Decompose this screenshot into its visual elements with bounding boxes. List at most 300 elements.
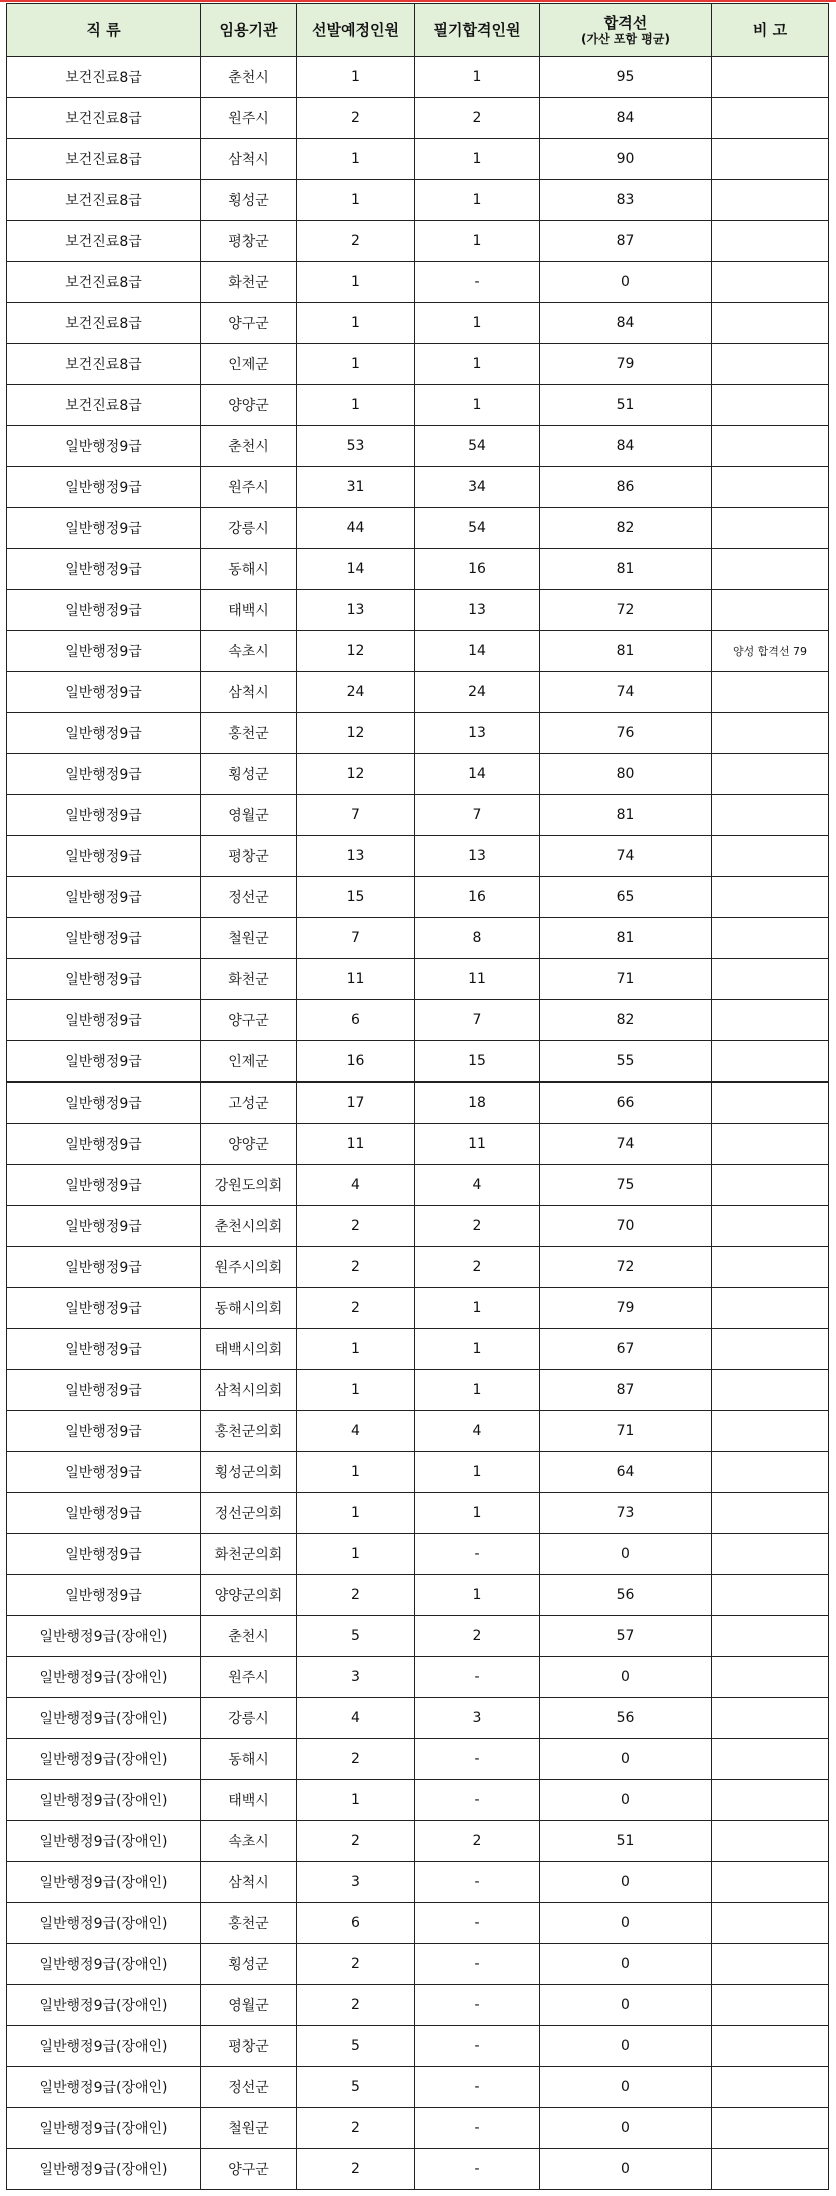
table-row <box>7 959 829 1000</box>
cell-job: 일반행정9급 <box>7 795 201 836</box>
cell-job: 일반행정9급(장애인) <box>7 2026 201 2067</box>
cell-planned: 1 <box>297 344 415 385</box>
cell-note <box>712 1206 829 1247</box>
results-table <box>6 3 829 2190</box>
cell-passed: 7 <box>415 795 540 836</box>
cell-job: 보건진료8급 <box>7 221 201 262</box>
cell-passed: 1 <box>415 1452 540 1493</box>
cell-job: 일반행정9급 <box>7 426 201 467</box>
cell-cutoff: 83 <box>540 180 712 221</box>
cell-job: 일반행정9급 <box>7 1082 201 1124</box>
table-row <box>7 713 829 754</box>
table-row <box>7 98 829 139</box>
table-row <box>7 426 829 467</box>
table-row <box>7 795 829 836</box>
cell-cutoff: 79 <box>540 344 712 385</box>
header-row <box>7 4 829 57</box>
cell-planned: 2 <box>297 1206 415 1247</box>
cell-agency: 원주시의회 <box>201 1247 297 1288</box>
cell-note <box>712 303 829 344</box>
table-row <box>7 221 829 262</box>
cell-planned: 3 <box>297 1862 415 1903</box>
cell-planned: 2 <box>297 1739 415 1780</box>
cell-planned: 2 <box>297 1944 415 1985</box>
table-row <box>7 180 829 221</box>
cell-note <box>712 467 829 508</box>
cell-planned: 1 <box>297 262 415 303</box>
cell-planned: 6 <box>297 1000 415 1041</box>
table-row <box>7 1698 829 1739</box>
cell-note <box>712 180 829 221</box>
cell-passed: 1 <box>415 1370 540 1411</box>
cell-cutoff: 57 <box>540 1616 712 1657</box>
cell-planned: 2 <box>297 1247 415 1288</box>
cell-cutoff: 84 <box>540 426 712 467</box>
cell-passed: 16 <box>415 549 540 590</box>
cell-note <box>712 1288 829 1329</box>
cell-agency: 홍천군의회 <box>201 1411 297 1452</box>
cell-passed: 1 <box>415 1575 540 1616</box>
cell-agency: 횡성군 <box>201 754 297 795</box>
cell-passed: 15 <box>415 1041 540 1083</box>
table-header <box>7 4 829 57</box>
table-row <box>7 1657 829 1698</box>
header-passed: 필기합격인원 <box>415 4 540 57</box>
cell-note <box>712 1821 829 1862</box>
table-row <box>7 754 829 795</box>
cell-planned: 4 <box>297 1411 415 1452</box>
cell-planned: 2 <box>297 1985 415 2026</box>
cell-passed: 11 <box>415 959 540 1000</box>
top-red-rule <box>0 0 836 2</box>
cell-agency: 동해시 <box>201 549 297 590</box>
cell-planned: 2 <box>297 2108 415 2149</box>
cell-passed: 1 <box>415 221 540 262</box>
cell-cutoff: 75 <box>540 1165 712 1206</box>
cell-passed: - <box>415 2067 540 2108</box>
cell-agency: 강릉시 <box>201 508 297 549</box>
cell-note <box>712 754 829 795</box>
cell-agency: 평창군 <box>201 221 297 262</box>
table-row <box>7 303 829 344</box>
cell-note <box>712 1862 829 1903</box>
cell-agency: 양양군의회 <box>201 1575 297 1616</box>
cell-note <box>712 1247 829 1288</box>
table-row <box>7 2108 829 2149</box>
cell-job: 일반행정9급 <box>7 713 201 754</box>
cell-cutoff: 0 <box>540 262 712 303</box>
cell-note <box>712 1000 829 1041</box>
cell-job: 일반행정9급(장애인) <box>7 1780 201 1821</box>
cell-agency: 정선군 <box>201 877 297 918</box>
cell-job: 일반행정9급 <box>7 631 201 672</box>
cell-planned: 5 <box>297 2067 415 2108</box>
cell-cutoff: 71 <box>540 959 712 1000</box>
cell-passed: 4 <box>415 1165 540 1206</box>
cell-cutoff: 80 <box>540 754 712 795</box>
cell-note <box>712 1041 829 1083</box>
cell-cutoff: 84 <box>540 98 712 139</box>
cell-planned: 1 <box>297 1493 415 1534</box>
cell-passed: 1 <box>415 1288 540 1329</box>
cell-planned: 1 <box>297 1780 415 1821</box>
cell-planned: 2 <box>297 1575 415 1616</box>
cell-agency: 화천군의회 <box>201 1534 297 1575</box>
cell-note <box>712 2149 829 2190</box>
cell-passed: 13 <box>415 713 540 754</box>
cell-agency: 인제군 <box>201 1041 297 1083</box>
cell-note <box>712 1452 829 1493</box>
cell-note <box>712 1165 829 1206</box>
cell-cutoff: 79 <box>540 1288 712 1329</box>
cell-passed: 54 <box>415 508 540 549</box>
cell-agency: 평창군 <box>201 2026 297 2067</box>
table-row <box>7 57 829 98</box>
cell-note <box>712 1534 829 1575</box>
cell-cutoff: 81 <box>540 549 712 590</box>
cell-planned: 4 <box>297 1698 415 1739</box>
cell-agency: 횡성군 <box>201 1944 297 1985</box>
cell-job: 보건진료8급 <box>7 57 201 98</box>
cell-agency: 화천군 <box>201 959 297 1000</box>
cell-job: 일반행정9급 <box>7 467 201 508</box>
cell-cutoff: 72 <box>540 590 712 631</box>
cell-planned: 13 <box>297 836 415 877</box>
cell-job: 일반행정9급(장애인) <box>7 1616 201 1657</box>
cell-passed: 54 <box>415 426 540 467</box>
cell-agency: 강원도의회 <box>201 1165 297 1206</box>
cell-agency: 춘천시 <box>201 57 297 98</box>
cell-planned: 6 <box>297 1903 415 1944</box>
cell-passed: 13 <box>415 590 540 631</box>
cell-job: 일반행정9급 <box>7 508 201 549</box>
cell-note <box>712 1698 829 1739</box>
cell-cutoff: 51 <box>540 385 712 426</box>
cell-cutoff: 95 <box>540 57 712 98</box>
cell-cutoff: 74 <box>540 672 712 713</box>
header-note: 비 고 <box>712 4 829 57</box>
cell-agency: 홍천군 <box>201 713 297 754</box>
table-row <box>7 1370 829 1411</box>
cell-job: 일반행정9급 <box>7 1000 201 1041</box>
cell-passed: 1 <box>415 139 540 180</box>
cell-planned: 3 <box>297 1657 415 1698</box>
cell-agency: 원주시 <box>201 98 297 139</box>
table-row <box>7 1411 829 1452</box>
cell-job: 일반행정9급 <box>7 672 201 713</box>
cell-note <box>712 385 829 426</box>
cell-note: 양성 합격선 79 <box>712 631 829 672</box>
cell-passed: 2 <box>415 1821 540 1862</box>
cell-job: 보건진료8급 <box>7 262 201 303</box>
cell-job: 일반행정9급 <box>7 1288 201 1329</box>
cell-cutoff: 84 <box>540 303 712 344</box>
cell-job: 일반행정9급 <box>7 1493 201 1534</box>
cell-planned: 7 <box>297 918 415 959</box>
cell-agency: 원주시 <box>201 1657 297 1698</box>
cell-agency: 정선군의회 <box>201 1493 297 1534</box>
cell-job: 일반행정9급(장애인) <box>7 1903 201 1944</box>
cell-passed: 1 <box>415 57 540 98</box>
cell-planned: 12 <box>297 754 415 795</box>
cell-note <box>712 959 829 1000</box>
cell-agency: 고성군 <box>201 1082 297 1124</box>
cell-passed: - <box>415 1739 540 1780</box>
cell-passed: - <box>415 2108 540 2149</box>
cell-passed: 16 <box>415 877 540 918</box>
cell-passed: - <box>415 1944 540 1985</box>
table-row <box>7 1944 829 1985</box>
table-row <box>7 590 829 631</box>
table-row <box>7 1082 829 1124</box>
cell-job: 일반행정9급(장애인) <box>7 1985 201 2026</box>
cell-planned: 15 <box>297 877 415 918</box>
cell-job: 일반행정9급 <box>7 1247 201 1288</box>
cell-planned: 1 <box>297 1329 415 1370</box>
cell-job: 보건진료8급 <box>7 98 201 139</box>
cell-agency: 양구군 <box>201 2149 297 2190</box>
cell-cutoff: 0 <box>540 1739 712 1780</box>
cell-cutoff: 0 <box>540 1985 712 2026</box>
cell-planned: 53 <box>297 426 415 467</box>
cell-note <box>712 672 829 713</box>
header-planned: 선발예정인원 <box>297 4 415 57</box>
cell-cutoff: 51 <box>540 1821 712 1862</box>
table-row <box>7 344 829 385</box>
cell-passed: - <box>415 1657 540 1698</box>
cell-job: 보건진료8급 <box>7 139 201 180</box>
cell-passed: 1 <box>415 385 540 426</box>
cell-cutoff: 0 <box>540 1657 712 1698</box>
cell-job: 보건진료8급 <box>7 303 201 344</box>
cell-passed: 1 <box>415 344 540 385</box>
cell-job: 보건진료8급 <box>7 180 201 221</box>
cell-note <box>712 1124 829 1165</box>
cell-note <box>712 795 829 836</box>
cell-planned: 1 <box>297 1452 415 1493</box>
header-job: 직 류 <box>7 4 201 57</box>
cell-job: 일반행정9급 <box>7 754 201 795</box>
cell-job: 일반행정9급 <box>7 959 201 1000</box>
cell-planned: 1 <box>297 180 415 221</box>
cell-note <box>712 1575 829 1616</box>
table-row <box>7 1780 829 1821</box>
cell-planned: 24 <box>297 672 415 713</box>
cell-cutoff: 76 <box>540 713 712 754</box>
cell-passed: 14 <box>415 754 540 795</box>
table-row <box>7 836 829 877</box>
cell-note <box>712 549 829 590</box>
cell-note <box>712 1411 829 1452</box>
cell-agency: 횡성군 <box>201 180 297 221</box>
cell-cutoff: 70 <box>540 1206 712 1247</box>
cell-job: 일반행정9급 <box>7 1329 201 1370</box>
cell-planned: 5 <box>297 2026 415 2067</box>
cell-agency: 양구군 <box>201 1000 297 1041</box>
cell-job: 일반행정9급 <box>7 1206 201 1247</box>
cell-passed: - <box>415 1534 540 1575</box>
cell-cutoff: 67 <box>540 1329 712 1370</box>
header-cutoff-main: 합격선 <box>603 13 648 32</box>
cell-note <box>712 1903 829 1944</box>
cell-job: 일반행정9급 <box>7 1165 201 1206</box>
cell-passed: 2 <box>415 1206 540 1247</box>
cell-note <box>712 1985 829 2026</box>
cell-planned: 1 <box>297 303 415 344</box>
table-row <box>7 2067 829 2108</box>
cell-agency: 삼척시 <box>201 672 297 713</box>
table-row <box>7 1247 829 1288</box>
cell-agency: 양양군 <box>201 1124 297 1165</box>
cell-agency: 양양군 <box>201 385 297 426</box>
cell-agency: 삼척시 <box>201 1862 297 1903</box>
cell-job: 일반행정9급(장애인) <box>7 1944 201 1985</box>
cell-cutoff: 65 <box>540 877 712 918</box>
cell-cutoff: 56 <box>540 1698 712 1739</box>
table-row <box>7 1493 829 1534</box>
cell-agency: 영월군 <box>201 1985 297 2026</box>
cell-job: 일반행정9급(장애인) <box>7 2108 201 2149</box>
cell-cutoff: 74 <box>540 836 712 877</box>
cell-note <box>712 426 829 467</box>
cell-agency: 동해시의회 <box>201 1288 297 1329</box>
cell-planned: 1 <box>297 57 415 98</box>
table-row <box>7 672 829 713</box>
table-row <box>7 1452 829 1493</box>
cell-note <box>712 344 829 385</box>
cell-note <box>712 918 829 959</box>
cell-job: 일반행정9급(장애인) <box>7 1862 201 1903</box>
cell-agency: 평창군 <box>201 836 297 877</box>
cell-note <box>712 221 829 262</box>
table-row <box>7 1288 829 1329</box>
table-row <box>7 549 829 590</box>
cell-passed: 34 <box>415 467 540 508</box>
cell-passed: 8 <box>415 918 540 959</box>
cell-passed: 13 <box>415 836 540 877</box>
cell-agency: 춘천시 <box>201 1616 297 1657</box>
cell-agency: 철원군 <box>201 918 297 959</box>
cell-cutoff: 71 <box>540 1411 712 1452</box>
table-row <box>7 467 829 508</box>
cell-job: 일반행정9급(장애인) <box>7 2149 201 2190</box>
cell-passed: 11 <box>415 1124 540 1165</box>
cell-passed: 24 <box>415 672 540 713</box>
table-row <box>7 1985 829 2026</box>
cell-agency: 태백시 <box>201 1780 297 1821</box>
table-row <box>7 262 829 303</box>
cell-agency: 태백시의회 <box>201 1329 297 1370</box>
cell-passed: 18 <box>415 1082 540 1124</box>
cell-cutoff: 82 <box>540 508 712 549</box>
cell-note <box>712 1493 829 1534</box>
table-row <box>7 1206 829 1247</box>
cell-job: 일반행정9급 <box>7 836 201 877</box>
cell-cutoff: 87 <box>540 1370 712 1411</box>
cell-job: 일반행정9급 <box>7 877 201 918</box>
cell-job: 일반행정9급 <box>7 1575 201 1616</box>
cell-job: 일반행정9급 <box>7 1370 201 1411</box>
cell-passed: 7 <box>415 1000 540 1041</box>
table-row <box>7 1575 829 1616</box>
cell-planned: 2 <box>297 98 415 139</box>
cell-passed: 1 <box>415 1493 540 1534</box>
cell-agency: 양구군 <box>201 303 297 344</box>
cell-note <box>712 1329 829 1370</box>
cell-note <box>712 713 829 754</box>
header-agency: 임용기관 <box>201 4 297 57</box>
cell-note <box>712 508 829 549</box>
cell-planned: 13 <box>297 590 415 631</box>
cell-note <box>712 1944 829 1985</box>
cell-planned: 1 <box>297 385 415 426</box>
table-row <box>7 1329 829 1370</box>
cell-planned: 14 <box>297 549 415 590</box>
table-row <box>7 1862 829 1903</box>
cell-agency: 태백시 <box>201 590 297 631</box>
cell-cutoff: 74 <box>540 1124 712 1165</box>
cell-agency: 속초시 <box>201 631 297 672</box>
cell-agency: 철원군 <box>201 2108 297 2149</box>
cell-job: 일반행정9급 <box>7 1411 201 1452</box>
table-row <box>7 508 829 549</box>
cell-planned: 2 <box>297 221 415 262</box>
cell-cutoff: 0 <box>540 1903 712 1944</box>
cell-cutoff: 55 <box>540 1041 712 1083</box>
cell-cutoff: 81 <box>540 631 712 672</box>
cell-planned: 17 <box>297 1082 415 1124</box>
cell-cutoff: 0 <box>540 1944 712 1985</box>
cell-job: 일반행정9급 <box>7 590 201 631</box>
cell-planned: 2 <box>297 1288 415 1329</box>
cell-passed: 4 <box>415 1411 540 1452</box>
cell-cutoff: 66 <box>540 1082 712 1124</box>
cell-planned: 31 <box>297 467 415 508</box>
cell-passed: - <box>415 1985 540 2026</box>
cell-job: 일반행정9급(장애인) <box>7 2067 201 2108</box>
cell-job: 보건진료8급 <box>7 385 201 426</box>
cell-cutoff: 81 <box>540 918 712 959</box>
table-row <box>7 631 829 672</box>
cell-cutoff: 0 <box>540 2108 712 2149</box>
cell-passed: 3 <box>415 1698 540 1739</box>
cell-note <box>712 1657 829 1698</box>
cell-note <box>712 590 829 631</box>
cell-planned: 2 <box>297 2149 415 2190</box>
cell-cutoff: 86 <box>540 467 712 508</box>
table-row <box>7 1041 829 1083</box>
table-row <box>7 1165 829 1206</box>
cell-agency: 강릉시 <box>201 1698 297 1739</box>
cell-job: 일반행정9급 <box>7 918 201 959</box>
cell-agency: 속초시 <box>201 1821 297 1862</box>
cell-planned: 1 <box>297 1534 415 1575</box>
cell-job: 일반행정9급 <box>7 549 201 590</box>
cell-passed: 1 <box>415 180 540 221</box>
cell-passed: 1 <box>415 1329 540 1370</box>
cell-planned: 1 <box>297 139 415 180</box>
cell-passed: - <box>415 1780 540 1821</box>
cell-planned: 44 <box>297 508 415 549</box>
table-row <box>7 385 829 426</box>
table-row <box>7 918 829 959</box>
cell-cutoff: 82 <box>540 1000 712 1041</box>
cell-agency: 정선군 <box>201 2067 297 2108</box>
cell-note <box>712 2026 829 2067</box>
cell-agency: 영월군 <box>201 795 297 836</box>
cell-note <box>712 98 829 139</box>
cell-note <box>712 262 829 303</box>
